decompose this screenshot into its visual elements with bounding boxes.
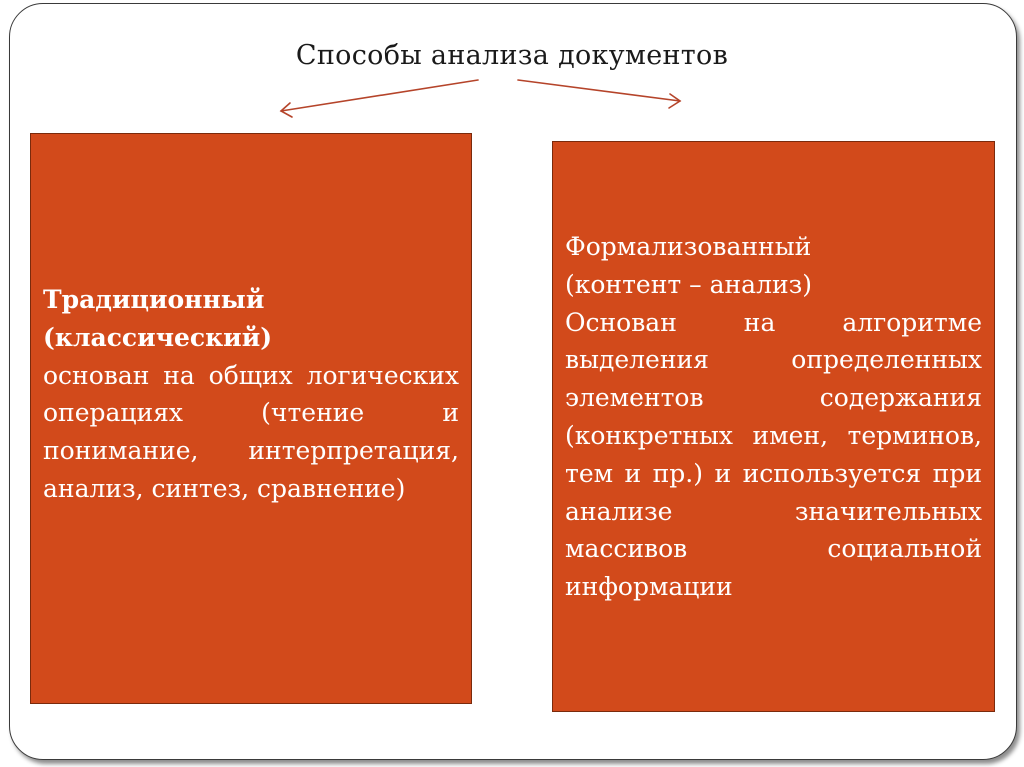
formalized-description: Основан на алгоритме выделения определенных элементов содержания (конкретных имен, терминов, тем и пр.) и используется при анализе значительных массивов социальной информации (565, 307, 982, 602)
arrow-left (281, 80, 478, 111)
formalized-heading-line-1: Формализованный (565, 232, 812, 261)
formalized-method-text (565, 228, 982, 606)
arrow-right (518, 80, 680, 101)
traditional-description: основан на общих логических операциях (чтение и понимание, интерпретация, анализ, синтез, сравнение) (43, 360, 459, 503)
traditional-method-box (30, 133, 472, 704)
traditional-method-text (43, 281, 459, 508)
traditional-heading-line-1: Традиционный (43, 285, 265, 314)
slide-title: Способы анализа документов (295, 40, 729, 71)
formalized-heading-line-2: (контент – анализ) (565, 269, 813, 299)
formalized-method-box (552, 141, 995, 712)
traditional-heading-line-2: (классический) (43, 322, 273, 352)
